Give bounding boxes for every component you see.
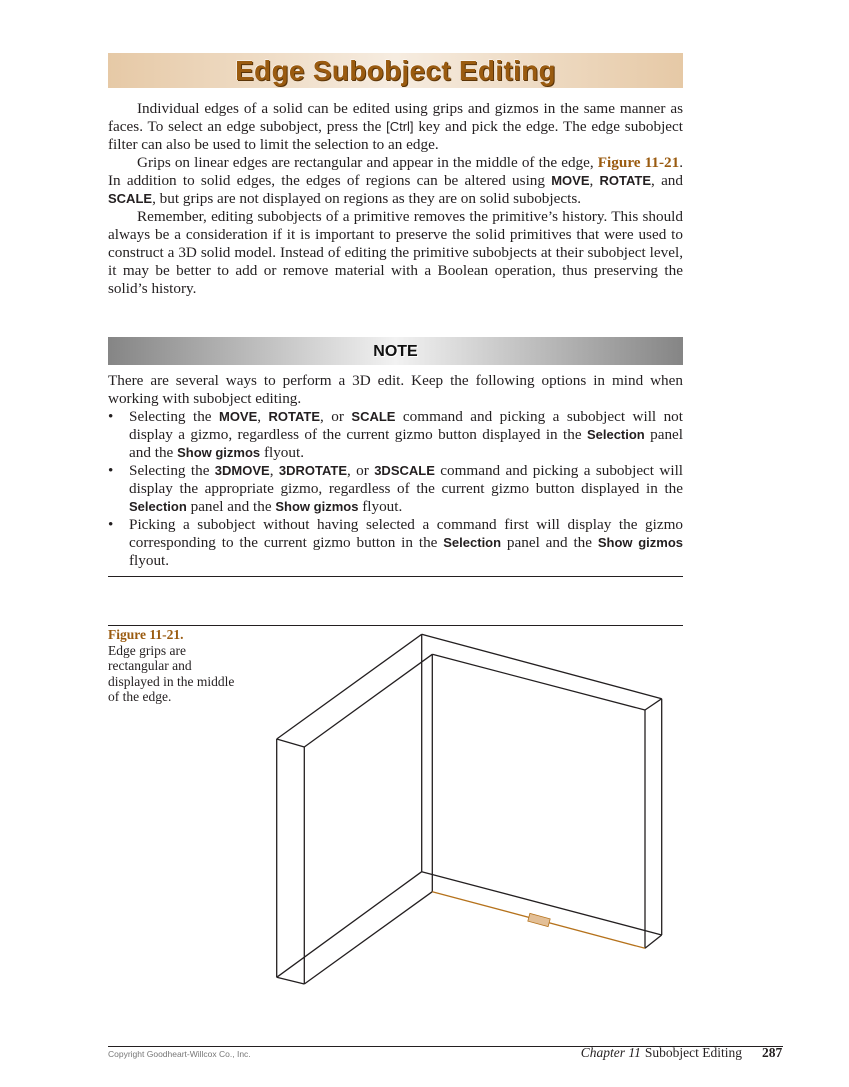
figure-label: Figure 11-21. bbox=[108, 627, 184, 642]
command-name: 3DMOVE bbox=[214, 463, 270, 478]
text-run: , or bbox=[347, 462, 375, 479]
text-run: command and picking a subobject will not display a gizmo, regardless of the current gizmo button displayed in the bbox=[129, 408, 683, 443]
edge bbox=[432, 654, 645, 710]
solid-wireframe bbox=[277, 634, 662, 984]
text-run: , or bbox=[320, 408, 352, 425]
text-run: flyout. bbox=[260, 444, 305, 461]
edge bbox=[277, 872, 422, 978]
command-name: ROTATE bbox=[268, 409, 321, 424]
edge bbox=[277, 739, 305, 747]
text-run: key and pick the edge. The edge subobject filter can also be used to limit the selection to an edge. bbox=[108, 118, 683, 153]
text-run: Grips on linear edges are rectangular and appear in the middle of the edge, bbox=[137, 154, 598, 171]
text-run: panel and the bbox=[186, 498, 276, 515]
command-name: Show gizmos bbox=[275, 499, 359, 514]
command-name: Selection bbox=[129, 499, 187, 514]
bullet-icon: • bbox=[108, 516, 114, 533]
text-run: panel and the bbox=[501, 534, 598, 551]
note-intro: There are several ways to perform a 3D edit. Keep the following options in mind when working with subobject editing. bbox=[108, 372, 683, 407]
edge-grip[interactable] bbox=[528, 913, 550, 926]
edge bbox=[422, 634, 662, 698]
bullet-icon: • bbox=[108, 408, 114, 425]
command-name: 3DROTATE bbox=[278, 463, 348, 478]
text-run: Selecting the bbox=[129, 462, 215, 479]
edge bbox=[645, 935, 662, 948]
edge bbox=[645, 699, 662, 710]
command-name: ROTATE bbox=[599, 173, 652, 188]
text-run: , but grips are not displayed on regions as they are on solid subobjects. bbox=[152, 190, 582, 207]
section-title: Edge Subobject Editing bbox=[235, 55, 556, 86]
text-run: flyout. bbox=[129, 552, 170, 569]
key-name: [Ctrl] bbox=[386, 119, 414, 134]
edge bbox=[304, 654, 432, 747]
figure-reference[interactable]: Figure 11-21 bbox=[597, 154, 680, 171]
command-name: MOVE bbox=[551, 173, 590, 188]
running-footer bbox=[581, 1045, 742, 1061]
command-name: Show gizmos bbox=[177, 445, 261, 460]
edge bbox=[422, 872, 662, 935]
text-run: Selecting the bbox=[129, 408, 219, 425]
text-run: command and picking a subobject will display the appropriate gizmo, regardless of the current gizmo button displayed in the bbox=[129, 462, 684, 497]
text-run: , bbox=[257, 408, 269, 425]
command-name: 3DSCALE bbox=[374, 463, 435, 478]
command-name: SCALE bbox=[108, 191, 153, 206]
page-number: 287 bbox=[762, 1045, 783, 1060]
text-run: , bbox=[269, 462, 279, 479]
text-run: . In addition to solid edges, the edges of regions can be altered using bbox=[108, 154, 684, 189]
text-run: panel and the bbox=[129, 426, 684, 461]
figure-caption-text: Edge grips are rectangular and displayed in the middle of the edge. bbox=[108, 642, 235, 704]
text-run: , and bbox=[651, 172, 683, 189]
text-run: , bbox=[589, 172, 600, 189]
command-name: Show gizmos bbox=[597, 535, 683, 550]
edge bbox=[304, 892, 432, 984]
edge bbox=[277, 634, 422, 739]
copyright-text: Copyright Goodheart-Willcox Co., Inc. bbox=[108, 1049, 251, 1059]
command-name: MOVE bbox=[218, 409, 258, 424]
chapter-label: Chapter 11 bbox=[580, 1045, 641, 1060]
text-run: Picking a subobject without having selected a command first will display the gizmo corresponding to the current gizmo button in the bbox=[129, 516, 683, 551]
text-run: Individual edges of a solid can be edited using grips and gizmos in the same manner as faces. To select an edge subobject, press the bbox=[108, 100, 683, 135]
command-name: Selection bbox=[443, 535, 502, 550]
chapter-title: Subobject Editing bbox=[644, 1045, 742, 1060]
text-run: flyout. bbox=[358, 498, 403, 515]
note-heading: NOTE bbox=[373, 343, 418, 360]
edge bbox=[277, 977, 305, 984]
text-run: Remember, editing subobjects of a primitive removes the primitive’s history. This should always be a consideration if it is important to preserve the solid primitives that were used to construct a 3D solid model. Instead of editing the primitive subobjects at their subobject level, it may be better to add or remove material with a Boolean operation, thus preserving the solid’s history. bbox=[108, 208, 683, 297]
command-name: SCALE bbox=[351, 409, 396, 424]
command-name: Selection bbox=[586, 427, 645, 442]
bullet-icon: • bbox=[108, 462, 114, 479]
